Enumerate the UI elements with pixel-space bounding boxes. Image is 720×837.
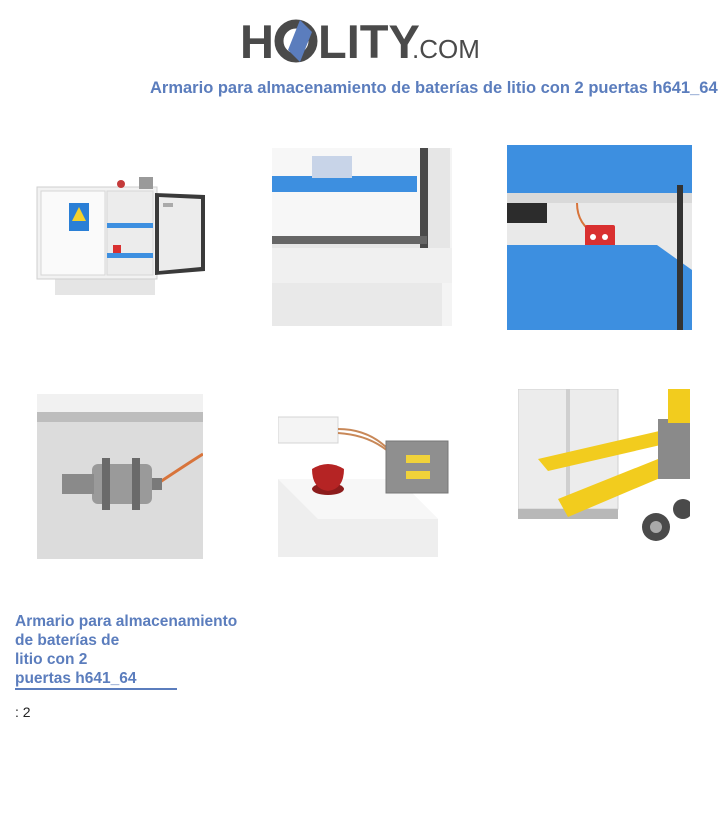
holity-logo[interactable]: [240, 10, 485, 68]
product-title-line-3: litio con 2: [15, 651, 88, 668]
page-title: Armario para almacenamiento de baterías de litio con 2 puertas h641_64: [150, 79, 718, 97]
spec-text: : 2: [15, 704, 31, 720]
product-title-line-2: de baterías de: [15, 632, 120, 649]
shelf-detail-photo[interactable]: [272, 148, 452, 326]
socket-detail-photo[interactable]: [507, 145, 692, 330]
pallet-truck-photo[interactable]: [518, 389, 690, 554]
product-title-line-1: Armario para almacenamiento: [15, 613, 238, 630]
product-title-link[interactable]: [15, 612, 255, 690]
svg-text:H: H: [240, 15, 274, 68]
sensor-detail-photo[interactable]: [37, 394, 203, 559]
cabinet-open-photo[interactable]: [35, 175, 210, 300]
product-title-line-4: puertas h641_64: [15, 669, 177, 690]
alarm-detail-photo[interactable]: [278, 409, 450, 557]
svg-text:LITY: LITY: [318, 15, 420, 68]
svg-text:.COM: .COM: [412, 34, 480, 64]
